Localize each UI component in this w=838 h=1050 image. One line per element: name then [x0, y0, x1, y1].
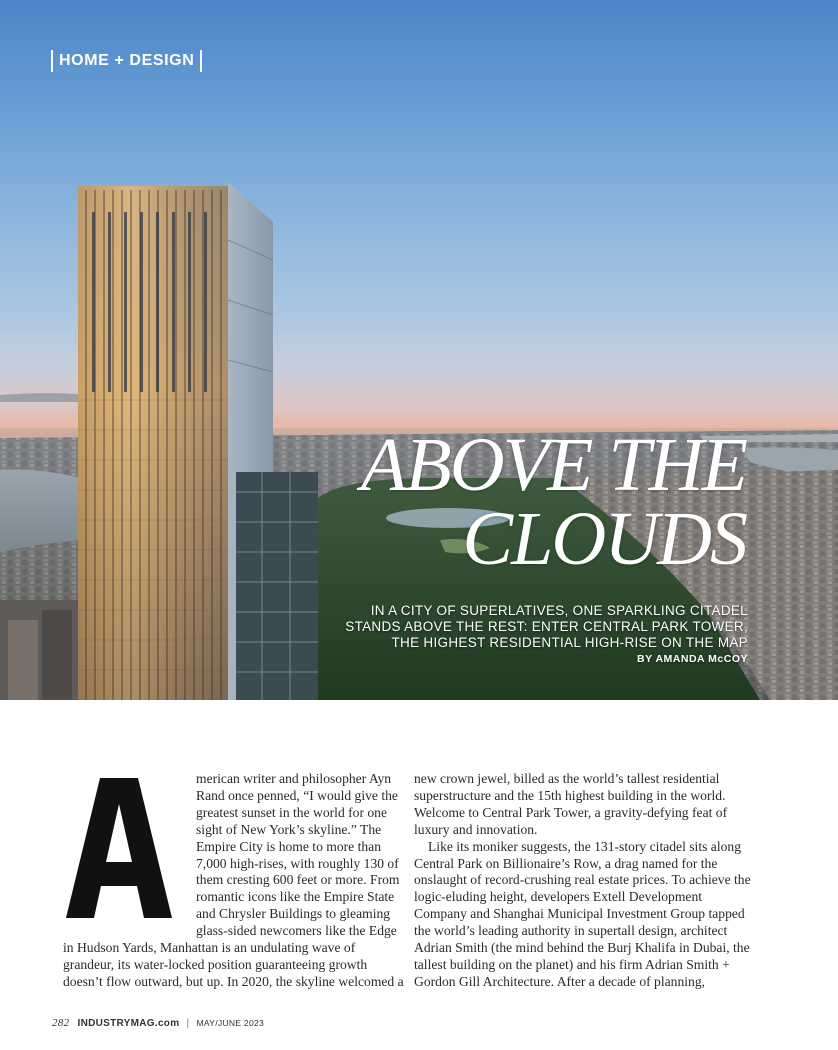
body-line: Like its moniker suggests, the 131-story citadel sits along [428, 838, 741, 854]
dek-line-3: THE HIGHEST RESIDENTIAL HIGH-RISE ON THE MAP [391, 635, 748, 650]
body-line: Empire City is home to more than [196, 838, 381, 854]
body-line: Gordon Gill Architecture. After a decade of planning, [414, 973, 706, 989]
body-line: onslaught of record-crushing real estate prices. To achieve the [414, 872, 751, 888]
byline: BY AMANDA McCOY [637, 653, 748, 665]
body-line: grandeur, its water-locked position guaranteeing growth [63, 956, 368, 972]
body-column-right [414, 771, 754, 991]
headline [306, 423, 746, 581]
body-line: Welcome to Central Park Tower, a gravity-defying feat of [414, 804, 728, 820]
body-line: 7,000 high-rises, with roughly 130 of [196, 855, 399, 871]
body-column-left-top [196, 771, 400, 940]
body-line: doesn’t flow outward, but up. In 2020, the skyline welcomed a [63, 973, 404, 989]
body-line: new crown jewel, billed as the world’s tallest residential [414, 771, 720, 786]
dek-line-1: IN A CITY OF SUPERLATIVES, ONE SPARKLING CITADEL [370, 603, 748, 618]
body-line: glass-sided newcomers like the Edge [196, 923, 397, 939]
body-line: Rand once penned, “I would give the [196, 787, 398, 803]
site-name: INDUSTRYMAG.com [77, 1018, 180, 1029]
page-number: 282 [52, 1017, 70, 1029]
body-line: superstructure and the 15th highest building in the world. [414, 787, 726, 803]
body-line: Central Park on Billionaire’s Row, a drag named for the [414, 855, 718, 871]
body-line: logic-eluding height, developers Extell Development [414, 889, 703, 905]
body-line: sight of New York’s skyline.” The [196, 821, 382, 837]
headline-line-2: CLOUDS [462, 497, 746, 581]
dek [308, 603, 748, 651]
body-line: Adrian Smith (the mind behind the Burj Khalifa in Dubai, the [414, 940, 750, 956]
body-line: the world’s leading authority in supertall design, architect [414, 923, 728, 939]
body-line: them cresting 600 feet or more. From [196, 872, 400, 888]
body-line: luxury and innovation. [414, 821, 538, 837]
body-line: and Chrysler Buildings to gleaming [196, 906, 391, 922]
section-tag: HOME + DESIGN [51, 50, 202, 72]
page-footer [52, 1017, 264, 1029]
footer-separator: | [186, 1018, 190, 1029]
headline-line-1: ABOVE THE [360, 423, 746, 507]
body-line: tallest building on the planet) and his firm Adrian Smith + [414, 956, 730, 972]
body-line: greatest sunset in the world for one [196, 804, 388, 820]
body-line: in Hudson Yards, Manhattan is an undulating wave of [63, 940, 356, 955]
body-line: Company and Shanghai Municipal Investment Group tapped [414, 906, 745, 922]
drop-cap [64, 778, 174, 918]
body-line: merican writer and philosopher Ayn [196, 771, 392, 786]
body-line: romantic icons like the Empire State [196, 889, 395, 905]
dek-line-2: STANDS ABOVE THE REST: ENTER CENTRAL PARK TOWER, [345, 619, 748, 634]
issue-date: MAY/JUNE 2023 [196, 1018, 265, 1028]
body-column-left-bottom [63, 940, 404, 991]
